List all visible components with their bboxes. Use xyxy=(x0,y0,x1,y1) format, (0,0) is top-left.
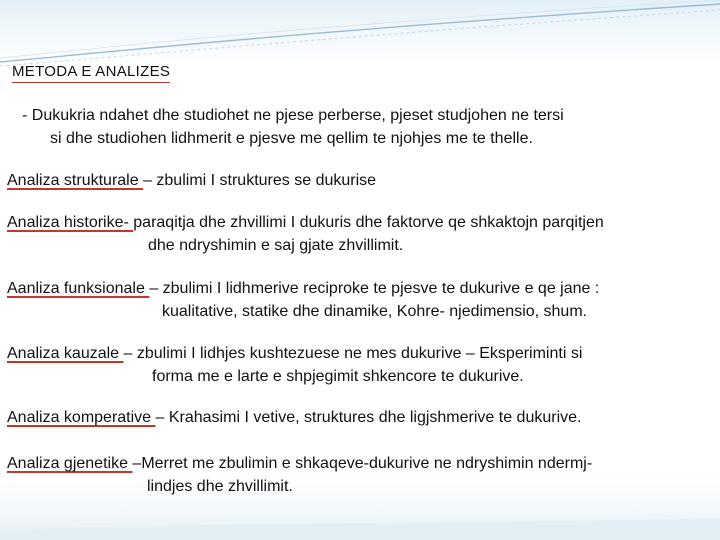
item-definition: paraqitja dhe zhvillimi I dukuris dhe faktorve qe shkaktojn parqitjen xyxy=(133,214,604,231)
item-functional xyxy=(7,277,713,323)
item-definition: – zbulimi I lidhmerive reciproke te pjesve te dukurive e qe jane : xyxy=(149,280,600,297)
intro-line-1: - Dukukria ndahet dhe studiohet ne pjese perberse, pjeset studjohen ne tersi xyxy=(22,107,564,124)
item-term: Aanliza funksionale xyxy=(7,280,150,297)
item-term: Analiza kauzale xyxy=(7,345,124,362)
item-definition: – zbulimi I lidhjes kushtezuese ne mes dukurive – Eksperiminti si xyxy=(123,345,583,362)
item-historical xyxy=(7,211,713,257)
item-definition-continued: kualitative, statike dhe dinamike, Kohre- njedimensio, shum. xyxy=(162,303,588,320)
item-definition-continued: forma me e larte e shpjegimit shkencore te dukurive. xyxy=(152,368,524,385)
item-term: Analiza komperative xyxy=(7,409,156,426)
item-definition: – Krahasimi I vetive, struktures dhe ligjshmerive te dukurive. xyxy=(155,409,582,426)
item-term: Analiza historike- xyxy=(7,214,134,231)
item-definition: –Merret me zbulimin e shkaqeve-dukurive ne ndryshimin ndermj- xyxy=(132,455,593,472)
item-term: Analiza gjenetike xyxy=(7,455,133,472)
item-comparative xyxy=(7,406,713,429)
item-definition: – zbulimi I struktures se dukurise xyxy=(143,172,377,189)
slide-title: METODA E ANALIZES xyxy=(12,63,170,83)
item-structural xyxy=(7,169,713,192)
item-definition-continued: lindjes dhe zhvillimit. xyxy=(147,478,293,495)
intro-line-2: si dhe studiohen lidhmerit e pjesve me qellim te njohjes me te thelle. xyxy=(50,130,533,147)
intro-paragraph xyxy=(22,104,712,150)
item-term: Analiza strukturale xyxy=(7,172,144,189)
item-genetic xyxy=(7,452,713,498)
item-causal xyxy=(7,342,713,388)
item-definition-continued: dhe ndryshimin e saj gjate zhvillimit. xyxy=(148,237,404,254)
header-swoosh-decoration xyxy=(0,0,720,70)
footer-shading-decoration xyxy=(0,500,720,540)
